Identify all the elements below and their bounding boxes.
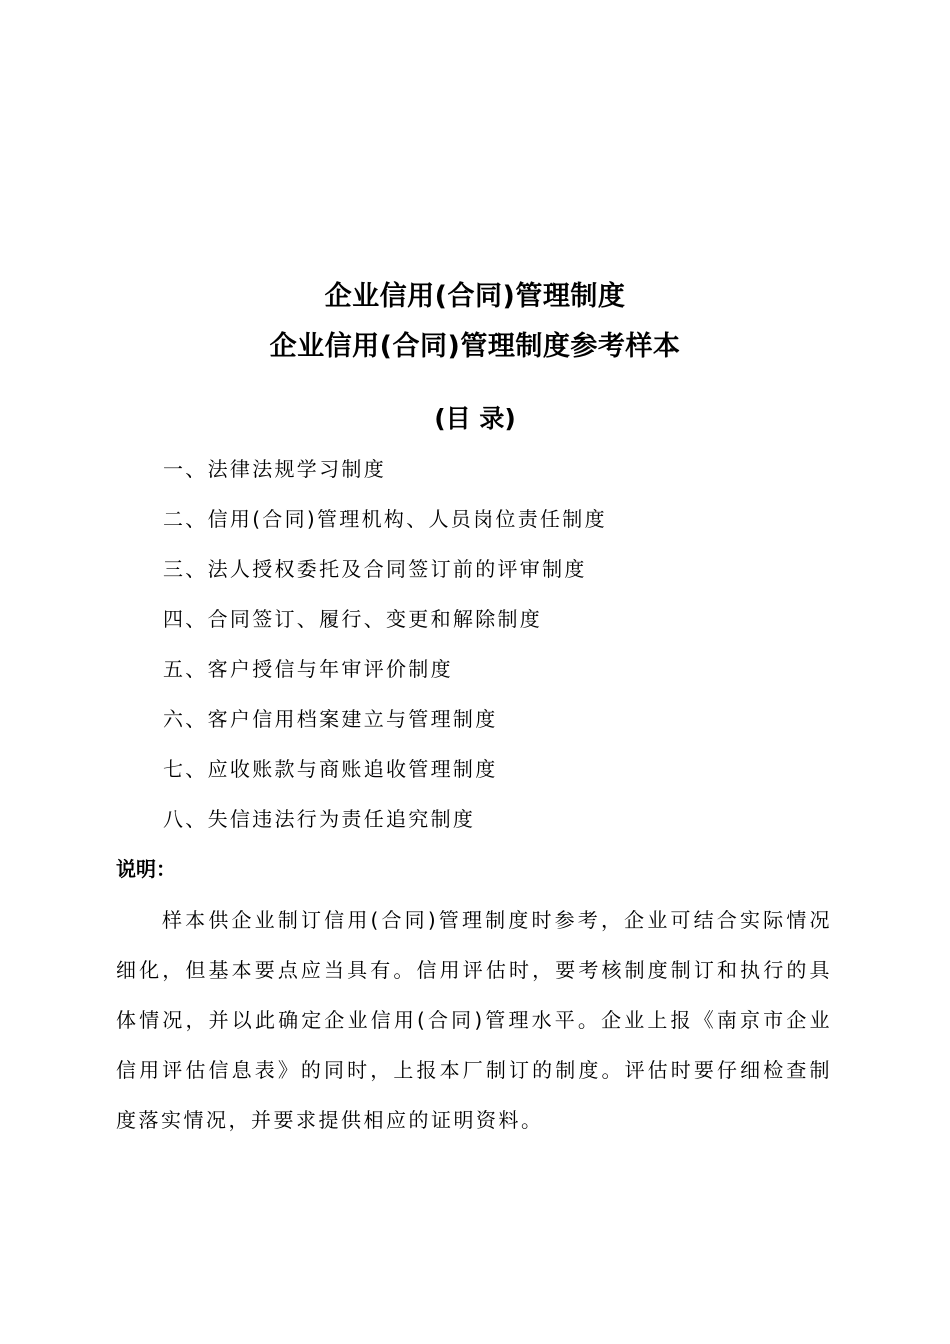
- toc-list: [163, 454, 607, 854]
- toc-item: 一、法律法规学习制度: [163, 457, 386, 481]
- toc-item: 五、客户授信与年审评价制度: [163, 657, 453, 681]
- document-title: 企业信用(合同)管理制度: [324, 281, 626, 312]
- toc-item: 二、信用(合同)管理机构、人员岗位责任制度: [163, 507, 607, 531]
- toc-item: 六、客户信用档案建立与管理制度: [163, 707, 498, 731]
- toc-heading: (目 录): [434, 404, 516, 433]
- toc-item: 七、应收账款与商账追收管理制度: [163, 757, 498, 781]
- document-subtitle: 企业信用(合同)管理制度参考样本: [269, 331, 681, 362]
- toc-item: 三、法人授权委托及合同签订前的评审制度: [163, 557, 587, 581]
- toc-item: 八、失信违法行为责任追究制度: [163, 807, 476, 831]
- note-label: 说明：: [116, 857, 176, 881]
- toc-item: 四、合同签订、履行、变更和解除制度: [163, 607, 543, 631]
- note-paragraph: 样本供企业制订信用(合同)管理制度时参考，企业可结合实际情况细化，但基本要点应当具有。信用评估时，要考核制度制订和执行的具体情况，并以此确定企业信用(合同)管理水平。企业上报《南京市企业信用评估信息表》的同时，上报本厂制订的制度。评估时要仔细检查制度落实情况，并要求提供相应的证明资料。: [116, 908, 832, 1132]
